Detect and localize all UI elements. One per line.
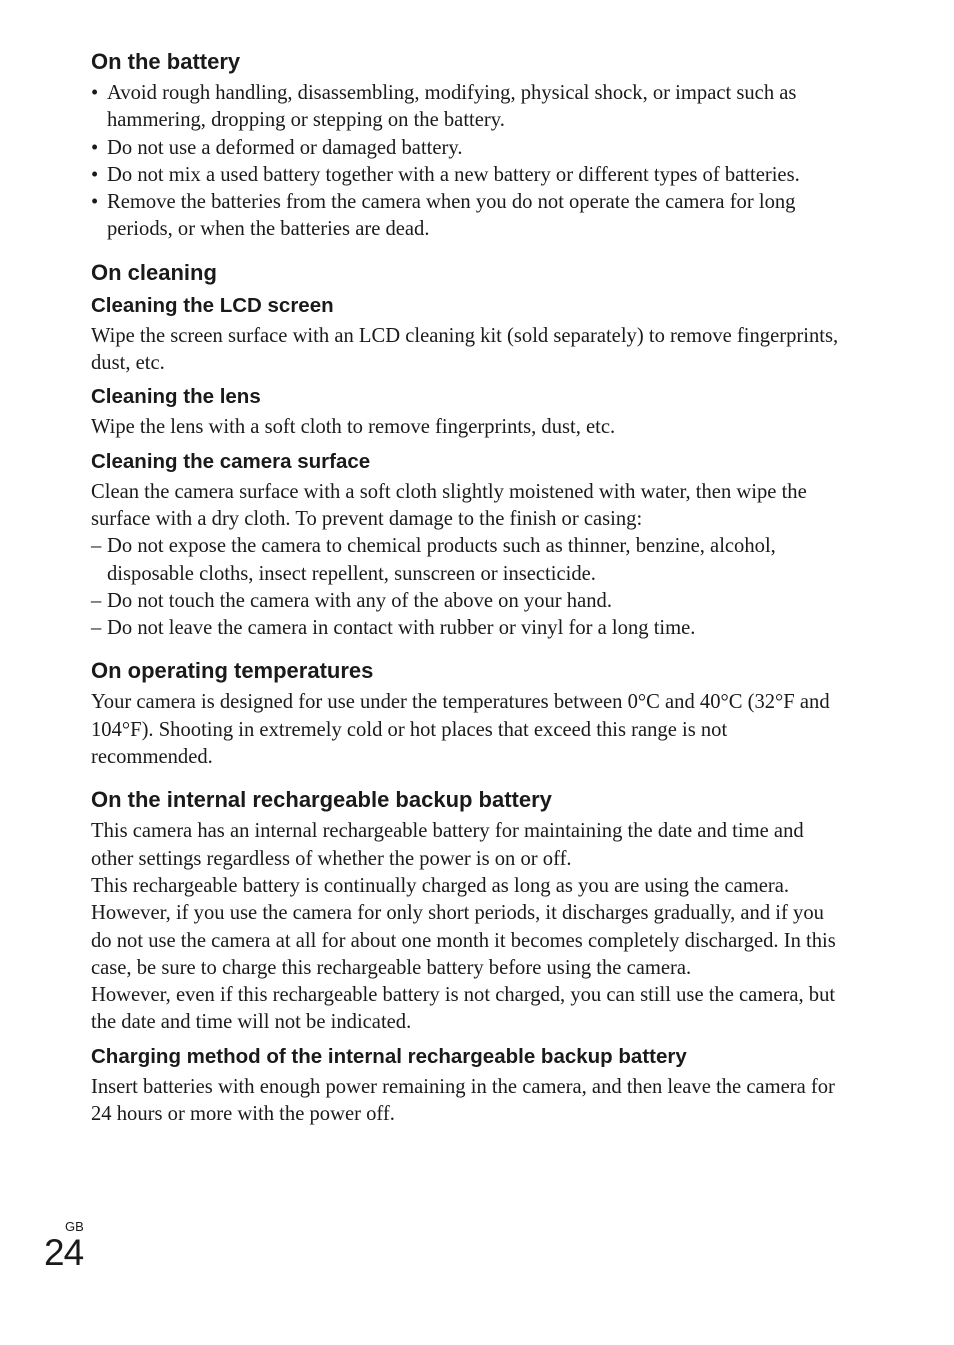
list-item: – Do not expose the camera to chemical products such as thinner, benzine, alcohol, disposable cloths, insect repellent, sunscreen or insecticide. — [91, 533, 843, 588]
list-item: • Do not mix a used battery together with a new battery or different types of batteries. — [91, 162, 843, 189]
surface-heading: Cleaning the camera surface — [91, 449, 371, 473]
temperatures-heading: On operating temperatures — [91, 658, 374, 684]
cleaning-heading: On cleaning — [91, 259, 217, 285]
backup-paragraph: This rechargeable battery is continually charged as long as you are using the camera. However, if you use the camera for only short periods, it discharges gradually, and if you do not use the camera at all for about one month it becomes completely discharged. In this case, be sure to charge this rechargeable battery before using the camera. — [91, 874, 836, 979]
charging-text: Insert batteries with enough power remaining in the camera, and then leave the camera for 24 hours or more with the power off. — [91, 1075, 835, 1126]
charging-heading: Charging method of the internal rechargeable backup battery — [91, 1044, 687, 1068]
list-item: – Do not leave the camera in contact with rubber or vinyl for a long time. — [91, 615, 843, 642]
battery-heading: On the battery — [91, 49, 241, 74]
backup-heading: On the internal rechargeable backup battery — [91, 787, 552, 813]
backup-paragraph: This camera has an internal rechargeable battery for maintaining the date and time and other settings regardless of whether the power is on or off. — [91, 820, 804, 870]
page-content — [91, 48, 843, 1128]
lcd-text: Wipe the screen surface with an LCD cleaning kit (sold separately) to remove fingerprints, dust, etc. — [91, 324, 839, 375]
region-code: GB — [65, 1219, 84, 1234]
list-item: • Do not use a deformed or damaged battery. — [91, 135, 843, 162]
list-item: – Do not touch the camera with any of the above on your hand. — [91, 588, 843, 615]
section-backup-battery — [91, 786, 843, 1128]
surface-text: Clean the camera surface with a soft cloth slightly moistened with water, then wipe the surface with a dry cloth. To prevent damage to the finish or casing: — [91, 480, 807, 530]
list-item: • Remove the batteries from the camera when you do not operate the camera for long periods, or when the batteries are dead. — [91, 189, 843, 244]
lens-text: Wipe the lens with a soft cloth to remove fingerprints, dust, etc. — [91, 416, 616, 439]
battery-list — [91, 80, 843, 244]
list-item: • Avoid rough handling, disassembling, modifying, physical shock, or impact such as hammering, dropping or stepping on the battery. — [91, 80, 843, 135]
page-number: 24 — [44, 1232, 84, 1273]
lcd-heading: Cleaning the LCD screen — [91, 293, 334, 317]
section-temperatures — [91, 657, 843, 771]
temperatures-text: Your camera is designed for use under the temperatures between 0°C and 40°C (32°F and 104°F). Shooting in extremely cold or hot places that exceed this range is not recommended. — [91, 691, 830, 769]
section-battery — [91, 48, 843, 244]
backup-paragraph: However, even if this rechargeable battery is not charged, you can still use the camera, but the date and time will not be indicated. — [91, 984, 836, 1034]
surface-list — [91, 533, 843, 642]
lens-heading: Cleaning the lens — [91, 385, 261, 409]
section-cleaning — [91, 259, 843, 643]
